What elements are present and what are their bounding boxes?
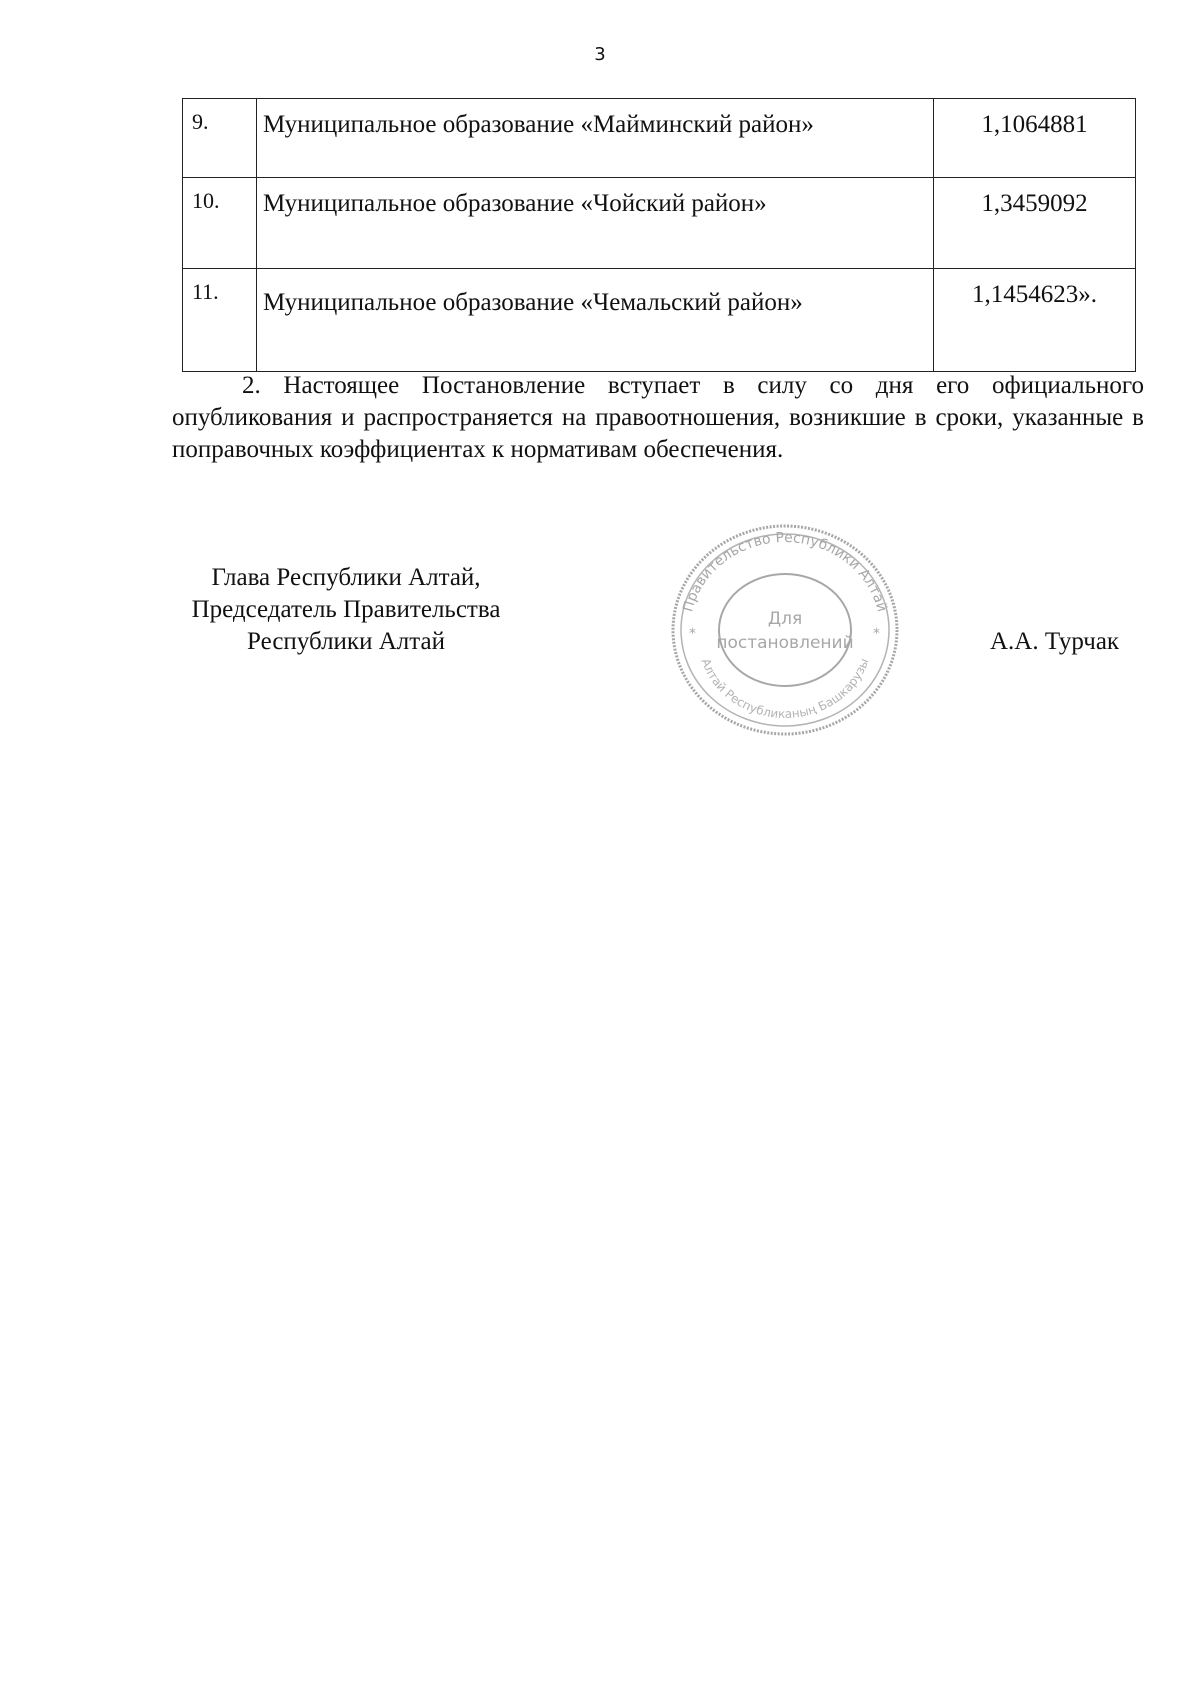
signer-name: А.А. Турчак xyxy=(990,628,1120,655)
row-number: 11. xyxy=(183,269,257,372)
stamp-ring-text-top: Правительство Республики Алтай xyxy=(680,529,890,614)
municipality-name: Муниципальное образование «Чемальский район» xyxy=(257,269,934,372)
table-row xyxy=(183,99,1136,178)
table-row xyxy=(183,178,1136,269)
signer-title-line: Председатель Правительства xyxy=(191,596,501,623)
coefficients-table xyxy=(182,98,1136,372)
stamp-star-icon: * xyxy=(689,626,696,642)
effective-date-paragraph: 2. Настоящее Постановление вступает в силу со дня его официального опубликования и распространяется на правоотношения, возникшие в сроки, указанные в поправочных коэффициентах к нормативам обеспечения. xyxy=(172,372,1144,463)
row-number: 10. xyxy=(183,178,257,269)
coefficient-value: 1,1454623». xyxy=(934,269,1136,372)
coefficient-value: 1,3459092 xyxy=(934,178,1136,269)
coefficient-value: 1,1064881 xyxy=(934,99,1136,178)
official-stamp xyxy=(662,520,908,740)
stamp-star-icon: * xyxy=(873,626,880,642)
stamp-center-bottom: постановлений xyxy=(716,633,854,653)
table-row xyxy=(183,269,1136,372)
municipality-name: Муниципальное образование «Чойский район» xyxy=(257,178,934,269)
stamp-ring-text-bottom: Алтай Республиканың Башкарузы xyxy=(698,656,872,722)
signer-title-line: Глава Республики Алтай, xyxy=(211,564,481,591)
stamp-center-top: Для xyxy=(767,609,803,629)
row-number: 9. xyxy=(183,99,257,178)
signer-title-line: Республики Алтай xyxy=(247,628,445,655)
signer-title xyxy=(160,562,532,658)
page-number: 3 xyxy=(594,44,606,65)
municipality-name: Муниципальное образование «Майминский район» xyxy=(257,99,934,178)
